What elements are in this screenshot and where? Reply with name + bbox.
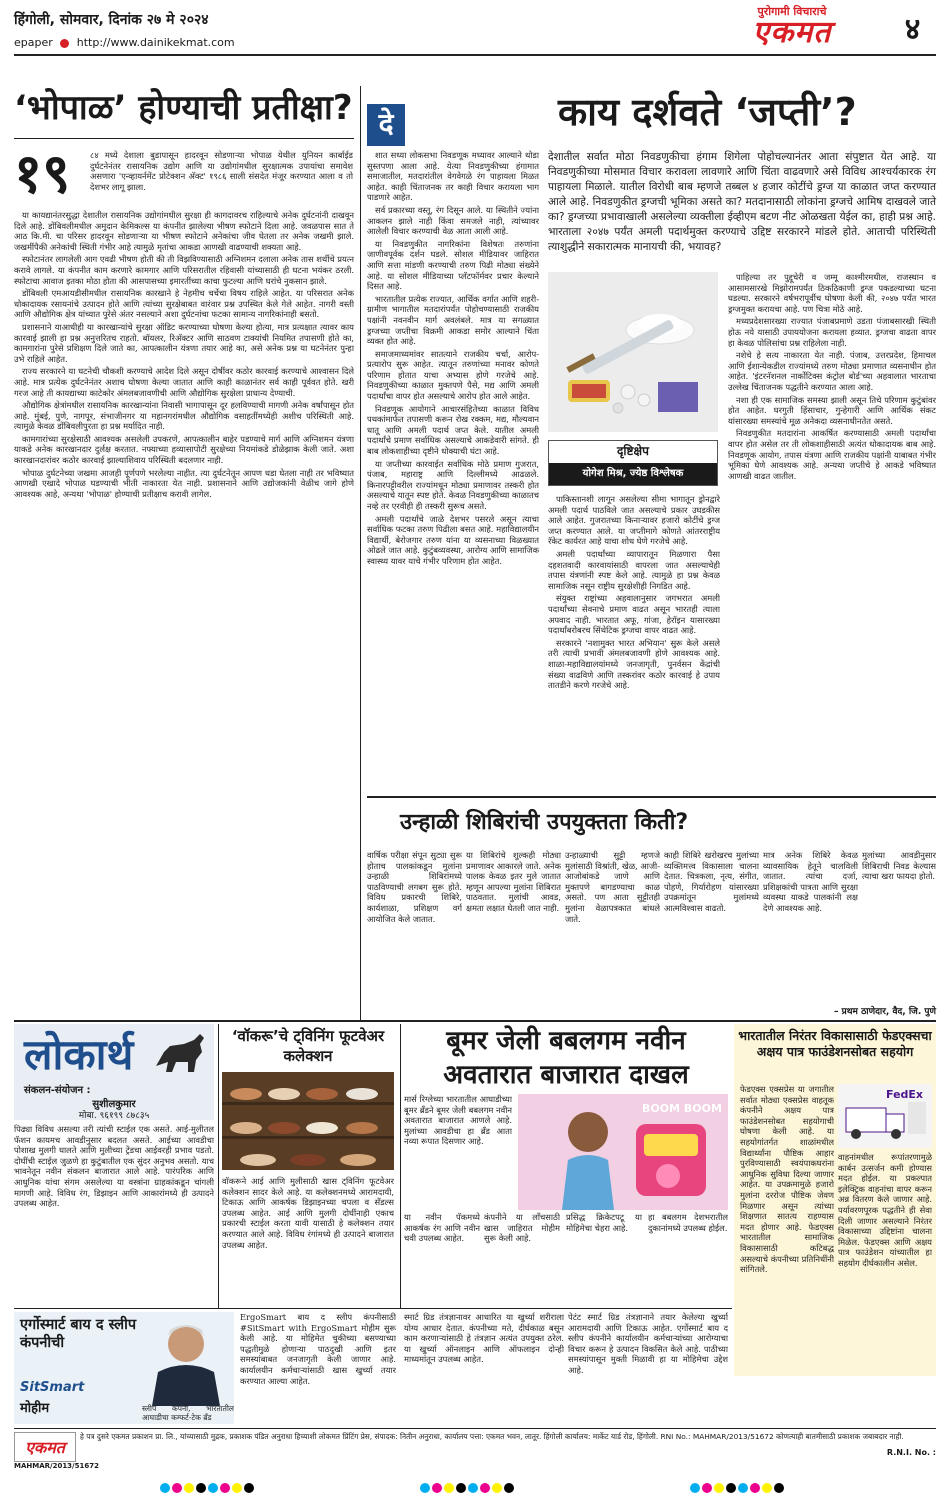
- ergosmart-column: ErgoSmart बाय द स्लीप कंपनीसाठी #SitSmart with ErgoSmart मोहीम सुरू केली आहे. या मोहिमेत चुकीच्या बसण्याच्या पद्धतीमुळे होणाऱ्या पाठदुखी आणि इतर समस्यांबाबत जनजागृती केली जाणार आहे. कार्यालयीन कर्मचाऱ्यांसाठी खास खुर्च्या तयार करण्यात आल्या आहेत.: [240, 1312, 396, 1386]
- article1-paragraph: औद्योगिक क्षेत्रांमधील रासायनिक कारखान्यांना निवासी भागापासून दूर हलविण्याची मागणी अनेक वर्षांपासून होत आहे. मुंबई, पुणे, नागपूर, संभाजीनगर या महानगरांमधील औद्योगिक वसाहतींमध्येही अशीच परिस्थिती आहे. त्यामुळे केवळ डोंबिवलीपुरता हा प्रश्न मर्यादित नाही.: [14, 400, 354, 432]
- article1-paragraph: या कायद्यानंतरसुद्धा देशातील रासायनिक उद्योगांमधील सुरक्षा ही कागदावरच राहिल्याचे अनेक दुर्घटनांनी दाखवून दिले आहे. डोंबिवलीमधील अमुदान केमिकल्स या कंपनीत झालेल्या भीषण स्फोटाने दिला आहे. जवळपास सात ते आठ कि.मी. चा परिसर हादरवून सोडणाऱ्या या भीषण स्फोटाने अनेकांचा जीव घेतला तर अनेक जखमी झाले. जखमींपैकी अनेकांची स्थिती गंभीर आहे त्यामुळे मृतांचा आकडा आणखी वाढण्याची शक्यता आहे.: [14, 210, 354, 252]
- article2-paragraph: नशेचे हे सत्य नाकारता येत नाही. पंजाब, उत्तरप्रदेश, हिमाचल आणि ईशान्येकडील राज्यांमध्ये तरुण मोठ्या प्रमाणात व्यसनाधीन होत आहेत. 'इंटरनॅशनल नार्कोटिक्स कंट्रोल बोर्ड'च्या अहवालात भारताचा उल्लेख चिंताजनक पद्धतीने करण्यात आला आहे.: [728, 350, 936, 392]
- rni-label: R.N.I. No. :: [886, 1448, 936, 1457]
- article1-headline: ‘भोपाळ’ होण्याची प्रतीक्षा?: [14, 88, 353, 128]
- article3-column: मात्र अनेक शिबिरे केवळ व्यावसायिक हेतूने चालविली जातात. त्यांचा दर्जा, प्रशिक्षकांची पात्रता आणि सुरक्षा व्यवस्था याकडे पालकांनी लक्ष देणे आवश्यक आहे.: [763, 850, 858, 913]
- article2-paragraph: निवडणूक आयोगाने आचारसंहितेच्या काळात विविध पथकांमार्फत तपासणी करून रोख रक्कम, मद्य, मौल्यवान धातू आणि अमली पदार्थ जप्त केले. यातील अमली पदार्थांचे प्रमाण सर्वाधिक असल्याचे आकडेवारी सांगते. ही बाब लोकशाहीच्या दृष्टीने धोक्याची घंटा आहे.: [367, 403, 539, 457]
- bull-icon: [150, 1026, 210, 1080]
- boomer-pack-label: BOOM BOOM: [642, 1102, 722, 1115]
- epaper-dot-icon: [60, 39, 69, 48]
- epaper-label: epaper: [14, 36, 53, 49]
- article1-body: [14, 210, 354, 1020]
- footer-imprint: हे पत्र दुसरे एकमत प्रकाशन प्रा. लि., यांच्यासाठी मुद्रक, प्रकाशक पंडित अनुराधा हिच्याशी लोकमत प्रिंटिंग प्रेस, संपादक: नितीन अनुराधा, कार्यालय पत्ता: एकमत भवन, लातूर. हिंगोली कार्यालय: मार्केट यार्ड रोड, हिंगोली. RNI No.: MAHMAR/2013/51672 कोणत्याही बातमीसाठी प्रकाशक जबाबदार नाही.: [80, 1432, 904, 1441]
- boomer-column: या नवीन पॅकमध्ये आकर्षक रंग आणि नवीन चवी उपलब्ध आहेत.: [404, 1212, 480, 1244]
- article1-paragraph: प्रशासनाने याआधीही या कारखान्यांचे सुरक्षा ऑडिट करण्याच्या घोषणा केल्या होत्या, मात्र प्रत्यक्षात त्यावर काय कारवाई झाली हा प्रश्न अनुत्तरितच राहतो. बॉयलर, रिअ‍ॅक्टर आणि साठवण टाक्यांची नियमित तपासणी होते का, कामगारांना पुरेसे प्रशिक्षण दिले जाते का, आपत्कालीन यंत्रणा तयार आहे का, असे अनेक प्रश्न या घटनेनंतर पुन्हा उभे राहिले आहेत.: [14, 321, 354, 364]
- person-photo: [140, 1314, 232, 1406]
- article2-column2: [548, 494, 720, 790]
- article2-paragraph: सर्व प्रकारच्या वस्तू, रंग दिसून आले. या स्थितीने ज्यांना आकलन झाले नाही किंवा समजले नाही, त्यांच्यावर आलेली विचार करण्याची वेळ आता आली आहे.: [367, 204, 539, 237]
- article2-paragraph: सरकारने 'नशामुक्त भारत अभियान' सुरू केले असले तरी त्याची प्रभावी अंमलबजावणी होणे आवश्यक आहे. शाळा-महाविद्यालयांमध्ये जनजागृती, पुनर्वसन केंद्रांची संख्या वाढविणे आणि तस्करांवर कठोर कारवाई हे उपाय तातडीने करणे गरजेचे आहे.: [548, 637, 720, 691]
- section-rule: [14, 1308, 732, 1309]
- lokarth-compiler-name: सुशीलकुमार: [92, 1099, 136, 1110]
- lokarth-title: लोकार्थ: [24, 1030, 134, 1079]
- article1-paragraph: डोंबिवली एमआयडीसीमधील रासायनिक कारखाने हे नेहमीच चर्चेचा विषय राहिले आहेत. या परिसरात अनेक धोकादायक रसायनांचे उत्पादन होते आणि त्यांच्या सुरक्षेबाबत वारंवार प्रश्न उपस्थित केले गेले आहेत. नागरी वस्ती आणि औद्योगिक क्षेत्र यांच्यात पुरेसे अंतर नसल्याने अशा दुर्घटनांचा फटका सामान्य नागरिकांनाही बसतो.: [14, 288, 354, 320]
- footwear-photo: [222, 1072, 394, 1170]
- boomer-column: प्रसिद्ध क्रिकेटपटू या मोहिमेचा चेहरा आहे.: [566, 1212, 642, 1233]
- footer-logo: एकमत: [14, 1432, 76, 1462]
- lokarth-compiler-label: संकलन-संयोजन :: [24, 1085, 91, 1096]
- brand-tagline: पुरोगामी विचाराचे: [757, 5, 827, 18]
- sitsmart-subtitle: मोहीम: [20, 1401, 50, 1416]
- ergosmart-headline: एर्गोस्मार्ट बाय द स्लीप कंपनीची: [20, 1317, 137, 1351]
- article3-credit: – प्रथम ठाणेदार, वैद, जि. पुणे: [834, 1007, 936, 1017]
- article1-paragraph: राज्य सरकारने या घटनेची चौकशी करण्याचे आदेश दिले असून दोषींवर कठोर कारवाई करण्याचे आश्वासन दिले आहे. मात्र प्रत्येक दुर्घटनेनंतर अशाच घोषणा केल्या जातात आणि काही काळानंतर सर्व काही पूर्ववत होते. खरी गरज आहे ती कायद्याच्या काटेकोर अंमलबजावणीची आणि औद्योगिक सुरक्षेला प्राधान्य देण्याची.: [14, 366, 354, 398]
- article3-column: काही शिबिरे खरोखरच मुलांच्या व्यक्तिमत्त्व विकासाला चालना देतात. चित्रकला, नृत्य, संगीत, पोहणे, गिर्यारोहण यांसारख्या उपक्रमांतून मुलांमध्ये आत्मविश्वास वाढतो.: [664, 850, 759, 913]
- boomer-column: कंपनीने या लाँचसाठी खास जाहिरात मोहीम सुरू केली आहे.: [484, 1212, 560, 1244]
- fedex-column: फेडएक्स एक्सप्रेस या जगातील सर्वात मोठ्या एक्सप्रेस वाहतूक कंपनीने अक्षय पात्र फाउंडेशनसोबत सहयोगाची घोषणा केली आहे. या सहयोगांतर्गत शाळांमधील विद्यार्थ्यांना पौष्टिक आहार पुरविण्यासाठी स्वयंपाकघरांना आधुनिक सुविधा दिल्या जाणार आहेत. या उपक्रमामुळे हजारो मुलांना दररोज पौष्टिक जेवण मिळणार असून त्यांच्या शिक्षणात सातत्य राहण्यास मदत होणार आहे. फेडएक्स भारतातील सामाजिक विकासासाठी कटिबद्ध असल्याचे कंपनीच्या प्रतिनिधींनी सांगितले.: [740, 1084, 834, 1275]
- article2-paragraph: समाजमाध्यमांवर सातत्याने राजकीय चर्चा, आरोप-प्रत्यारोप सुरू आहेत. त्यातून तरुणांच्या मनावर कोणते परिणाम होतात याचा अभ्यास होणे गरजेचे आहे. निवडणुकीच्या काळात मुक्तपणे पैसे, मद्य आणि अमली पदार्थांचा वापर होत असल्याचे आरोप होत आले आहेत.: [367, 348, 539, 402]
- article2-paragraph: संयुक्त राष्ट्रांच्या अहवालानुसार जगभरात अमली पदार्थांच्या सेवनाचे प्रमाण वाढत असून भारतही त्याला अपवाद नाही. भारतात अफू, गांजा, हेरॉइन यासारख्या पदार्थांबरोबरच सिंथेटिक ड्रग्जचा वापर वाढत आहे.: [548, 593, 720, 636]
- print-registration-marks: [160, 1478, 256, 1492]
- lokarth-text: पिढ्या विविध असल्या तरी त्यांची स्टाईल एक असते. आई-मुलीतल फॅशन कायमच आवडीनुसार बदलत असते. आईच्या आवडीचा पोशाख मुलगी घालते आणि मुलीच्या ट्रेंडचा आईवरही प्रभाव पडतो. दोघींची स्टाईल जुळणे हा कुटुंबातील एक सुंदर अनुभव असतो. याच भावनेतून नवीन संकलन बाजारात आले आहे. पारंपरिक आणि आधुनिक यांचा संगम असलेल्या या वस्त्रांना ग्राहकांकडून चांगली मागणी आहे. विविध रंग, डिझाइन आणि आकारांमध्ये ही उत्पादने उपलब्ध आहेत.: [14, 1124, 214, 1209]
- header-rule: [14, 54, 936, 56]
- article2-paragraph: नशा ही एक सामाजिक समस्या झाली असून तिचे परिणाम कुटुंबांवर होत आहेत. घरगुती हिंसाचार, गुन्हेगारी आणि आर्थिक संकट यांसारख्या समस्यांचे मूळ अनेकदा व्यसनाधीनतेत असते.: [728, 394, 936, 426]
- walkaroo-text: वॉकरूने आई आणि मुलीसाठी खास ट्विनिंग फूटवेअर कलेक्शन सादर केले आहे. या कलेक्शनमध्ये आरामदायी, टिकाऊ आणि आकर्षक डिझाइनच्या चपला व सँडल्स उपलब्ध आहेत. आई आणि मुलगी दोघींनाही एकाच प्रकारची स्टाईल करता यावी यासाठी हे कलेक्शन तयार करण्यात आले आहे. विविध रंगांमध्ये ही उत्पादने बाजारात उपलब्ध आहेत.: [222, 1176, 394, 1250]
- article1-paragraph: कामगारांच्या सुरक्षेसाठी आवश्यक असलेली उपकरणे, आपत्कालीन बाहेर पडण्याचे मार्ग आणि अग्निशमन यंत्रणा याकडे अनेक कारखानदार दुर्लक्ष करतात. नफ्याच्या हव्यासापोटी सुरक्षेच्या नियमांकडे डोळेझाक केली जाते. अशा कारखानदारांवर कठोर कारवाई झाल्याशिवाय परिस्थिती बदलणार नाही.: [14, 433, 354, 466]
- page-number: ४: [904, 12, 921, 47]
- article2-column3: [728, 272, 936, 790]
- article1-paragraph: भोपाळ दुर्घटनेच्या जखमा आजही पूर्णपणे भरलेल्या नाहीत. त्या दुर्घटनेतून आपण धडा घेतला नाही तर भविष्यात आणखी एखादे भोपाळ घडण्याची भीती नाकारता येत नाही. प्रशासनाने आणि उद्योजकांनी वेळीच जागे होणे आवश्यक आहे, अन्यथा 'भोपाळ' होण्याची प्रतीक्षाच करावी लागेल.: [14, 467, 354, 499]
- fedex-photo: [838, 1084, 932, 1148]
- article2-paragraph: या निवडणुकीत नागरिकांना विशेषतः तरुणांना जाणीवपूर्वक दर्शन घडले. सोशल मीडियावर जाहिरात आणि सत्ता मांडणी करण्याची तरुण पिढी मोठ्या संख्येने आहे. या सोशल मीडियाच्या प्लॅटफॉर्मवर प्रचार केल्याने दिसत आहे.: [367, 238, 539, 292]
- article3-column: मुलांच्या आवडीनुसार शिबिराची निवड केल्यास त्याचा खरा फायदा होतो.: [862, 850, 936, 882]
- lokarth-mobile: मोबा. ९६१९९ ८७८३५: [78, 1111, 150, 1121]
- boomer-column: मार्स रिग्लेच्या भारतातील आघाडीच्या बूमर ब्रँडने बूमर जेली बबलगम नवीन अवतारात बाजारात आणले आहे. मुलांच्या आवडीचा हा ब्रँड आता नव्या रूपात दिसणार आहे.: [404, 1094, 512, 1147]
- fedex-headline: भारतातील निरंतर विकासासाठी फेडएक्सचा अक्षय पात्र फाउंडेशनसोबत सहयोग: [738, 1028, 932, 1059]
- column-tag: दे: [367, 104, 405, 146]
- fedex-column: वाहनांमधील रूपांतरणामुळे कार्बन उत्सर्जन कमी होण्यास मदत होईल. या प्रकल्पात इलेक्ट्रिक वाहनांचा वापर करून अन्न वितरण केले जाणार आहे. पर्यावरणपूरक पद्धतीने ही सेवा दिली जाणार असल्याने निरंतर विकासाच्या उद्दिष्टांना चालना मिळेल. फेडएक्स आणि अक्षय पात्र फाउंडेशन यांच्यातील हा सहयोग दीर्घकालीन असेल.: [838, 1152, 932, 1268]
- article1-rule: [14, 138, 354, 139]
- syringe-powder-illustration: [548, 272, 718, 432]
- sitsmart-logo: SitSmart: [20, 1380, 85, 1395]
- article2-paragraph: अमली पदार्थांचे जाळे देशभर पसरले असून त्याचा सर्वाधिक फटका तरुण पिढीला बसत आहे. महाविद्यालयीन विद्यार्थी, बेरोजगार तरुण यांना या व्यसनाच्या विळख्यात ओढले जात आहे. कुटुंबव्यवस्था, आरोग्य आणि सामाजिक स्वास्थ्य यावर याचे गंभीर परिणाम होत आहेत.: [367, 513, 539, 566]
- article2-column1: [367, 150, 539, 790]
- print-registration-marks: [420, 1478, 516, 1492]
- website-link[interactable]: http://www.dainikekmat.com: [76, 36, 235, 49]
- article2-paragraph: अमली पदार्थांच्या व्यापारातून मिळणारा पैसा दहशतवादी कारवायांसाठी वापरला जात असल्याचेही तपास यंत्रणांनी स्पष्ट केले आहे. त्यामुळे हा प्रश्न केवळ सामाजिक नसून राष्ट्रीय सुरक्षेशीही निगडित आहे.: [548, 548, 720, 591]
- brand-logo: एकमत: [752, 15, 832, 50]
- dateline: हिंगोली, सोमवार, दिनांक २७ मे २०२४: [14, 12, 209, 28]
- boomer-ad-photo: [518, 1094, 728, 1210]
- article3-column: या शिबिरांचे शुल्कही मोठ्या प्रमाणावर आकारले जाते. अनेक पालक केवळ इतर मुले जातात म्हणून आपल्या मुलांना शिबिरात पाठवतात. मुलांची आवड, क्षमता लक्षात घेतली जात नाही.: [466, 850, 561, 913]
- fedex-logo: FedEx: [886, 1088, 924, 1101]
- print-registration-marks: [690, 1478, 786, 1492]
- article2-intro: देशातील सर्वात मोठा निवडणुकीचा हंगाम शिगेला पोहोचल्यानंतर आता संपुष्टात येत आहे. या निवडणुकीच्या मोसमात विचार करावला लावणारे आणि चिंता वाढवणारे असे विविध आश्चर्यकारक रंग पाहायला मिळाले. यातील विरोधी बाब म्हणजे तब्बल ४ हजार कोटींचे ड्रग्ज या काळात जप्त करण्यात आले आहे. निवडणुकीत ड्रग्जची भूमिका असते का? मतदानासाठी लोकांना ड्रग्जचे आमिष दाखवले जाते का? ड्रग्जच्या प्रभावाखाली असलेल्या व्यक्तीला ईव्हीएम बटण नीट ओळखता येईल का, हाही प्रश्न आहे. भारताला २०४७ पर्यंत अमली पदार्थमुक्त करण्याचे उद्दिष्ट सरकारने मांडले होते. आताची परिस्थिती त्याशुद्धीने सकारात्मक मानायची की, भयावह?: [548, 151, 936, 253]
- column-divider: [218, 1024, 219, 1308]
- byline-name: योगेश मिश्र, ज्येष्ठ विश्लेषक: [549, 463, 717, 485]
- drugs-photo: [548, 272, 718, 432]
- article2-paragraph: शात सध्या लोकसभा निवडणूक मध्यावर आल्याने थोडा सुस्तपणा आला आहे. येत्या निवडणुकीच्या हंगामात समाजातील, मतदारांतील वेगवेगळे रंग पाहायला मिळत आहेत. काही चिंताजनक तर काही विचार करायला भाग पाडणारे आहेत.: [367, 150, 539, 203]
- ergosmart-column: स्मार्ट ग्रिड तंत्रज्ञानावर आधारित या खुर्च्या शरीराला योग्य आधार देतात. कंपनीच्या मते, दीर्घकाळ बसून काम करणाऱ्यांसाठी हे तंत्रज्ञान अत्यंत उपयुक्त ठरेल. या खुर्च्या ऑनलाइन आणि ऑफलाइन दोन्ही माध्यमांतून उपलब्ध आहेत.: [404, 1312, 564, 1365]
- article2-paragraph: निवडणुकीत मतदारांना आकर्षित करण्यासाठी अमली पदार्थांचा वापर होत असेल तर ती लोकशाहीसाठी अत्यंत धोकादायक बाब आहे. निवडणूक आयोग, तपास यंत्रणा आणि राजकीय पक्षांनी याबाबत गंभीर भूमिका घेणे आवश्यक आहे. अन्यथा जप्तीचे हे आकडे भविष्यात आणखी वाढत जातील.: [728, 428, 936, 481]
- column-divider: [400, 1024, 401, 1308]
- footer-rule: [14, 1428, 936, 1429]
- website-bar: [14, 36, 235, 49]
- registration-number: MAHMAR/2013/51672: [14, 1462, 99, 1470]
- walkaroo-headline: ‘वॉकरू’चे ट्विनिंग फूटवेअर कलेक्शन: [231, 1027, 385, 1065]
- article1-lead: ८४ मध्ये देशाला बुडापासून हादरवून सोडणाऱ्या भोपाळ येथील युनियन कार्बाईड दुर्घटनेनंतर रासायनिक उद्योग आणि या उद्योगांमधील सुरक्षात्मक उपायांचा समावेश असणारा 'एन्व्हायर्नमेंट प्रोटेक्शन अ‍ॅक्ट' १९८६ साली संसदेत मंजूर करण्यात आला व तो देशभर लागू झाला.: [90, 150, 353, 192]
- article3-column: उन्हाळ्याची सुट्टी म्हणजे मुलांसाठी विश्रांती, खेळ, आजी-आजोबांकडे जाणे आणि मुक्तपणे बागडण्याचा काळ असतो. पण आता सुट्टीतही मुलांना वेळापत्रकात बांधले जाते.: [565, 850, 660, 924]
- article2-paragraph: पाकिस्तानशी लागून असलेल्या सीमा भागातून ड्रोनद्वारे अमली पदार्थ पाठविले जात असल्याचे प्रकार उघडकीस आले आहेत. गुजरातच्या किनाऱ्यावर हजारो कोटींचे ड्रग्ज जप्त करण्यात आले. या जप्तीमागे कोणते आंतरराष्ट्रीय रॅकेट कार्यरत आहे याचा शोध घेणे गरजेचे आहे.: [548, 494, 720, 547]
- boomer-column: हा बबलगम देशभरातील दुकानांमध्ये उपलब्ध होईल.: [648, 1212, 728, 1233]
- article3-headline: उन्हाळी शिबिरांची उपयुक्तता किती?: [400, 810, 689, 835]
- article3-column: वार्षिक परीक्षा संपून सुट्या सुरू होताच पालकांकडून मुलांना उन्हाळी शिबिरांमध्ये पाठविण्याची लगबग सुरू होते. विविध प्रकारची शिबिरे, कार्यशाळा, प्रशिक्षण वर्ग आयोजित केले जातात.: [367, 850, 462, 924]
- article1-paragraph: स्फोटानंतर लागलेली आग एवढी भीषण होती की ती विझविण्यासाठी अग्निशमन दलाला अनेक तास शर्थीचे प्रयत्न करावे लागले. या कंपनीत काम करणारे कामगार आणि परिसरातील रहिवासी यांच्यासाठी ही घटना भयंकर ठरली. स्फोटाचा आवाज इतका मोठा होता की आसपासच्या इमारतींच्या काचा फुटल्या आणि घरांचे नुकसान झाले.: [14, 254, 354, 286]
- boomer-headline: बूमर जेली बबलगम नवीन अवतारात बाजारात दाखल: [443, 1026, 689, 1090]
- ergosmart-caption: स्लीप कंपनी, भारतातील आघाडीचा कम्फर्ट-टेक ब्रँड: [142, 1404, 234, 1422]
- article2-paragraph: भारतातील प्रत्येक राज्यात, आर्थिक वर्गात आणि शहरी-ग्रामीण भागातील मतदारांपर्यंत पोहोचण्यासाठी राजकीय पक्षांनी नवनवीन मार्ग अवलंबले. मात्र या सगळ्यात ड्रग्जच्या जप्तीचा विक्रमी आकडा समोर आल्याने चिंता व्यक्त होत आहे.: [367, 293, 539, 347]
- article2-headline: काय दर्शवते ‘जप्ती’?: [558, 90, 857, 134]
- article2-paragraph: मध्यप्रदेशसारख्या राज्यात पंजाबप्रमाणे उडता पंजाबसारखी स्थिती होऊ नये यासाठी उपाययोजना करायला हव्यात. ड्रग्जचा वाढता वापर हा केवळ पोलिसांचा प्रश्न राहिलेला नाही.: [728, 316, 936, 348]
- ergosmart-column: पेटंट स्मार्ट ग्रिड तंत्रज्ञानाने तयार केलेल्या खुर्च्या आरामदायी आणि टिकाऊ आहेत. एर्गोस्मार्ट बाय द स्लीप कंपनीने कार्यालयीन कर्मचाऱ्यांच्या आरोग्याचा विचार करून हे उत्पादन विकसित केले आहे. पाठीच्या समस्यांपासून मुक्ती मिळावी हा या मोहिमेचा उद्देश आहे.: [568, 1312, 728, 1375]
- article2-paragraph: पाहिल्या तर पुद्दूचेरी व जम्मू काश्मीरमधील, राजस्थान व आसामसारखे मिझोरामपर्यंत ठिकठिकाणी ड्रग्ज पकडल्याच्या घटना घडल्या. सरकारने वर्षभरापूर्वीच घोषणा केली की, २०४७ पर्यंत भारत ड्रग्जमुक्त करायचा आहे. पण चित्रा मोठे आहे.: [728, 272, 936, 314]
- byline-box: [548, 440, 718, 486]
- section-rule: [14, 1020, 936, 1022]
- section-rule: [367, 796, 936, 798]
- article2-paragraph: या जप्तीच्या कारवाईत सर्वाधिक मोठे प्रमाण गुजरात, पंजाब, महाराष्ट्र आणि दिल्लीमध्ये आढळले. किनारपट्टीवरील राज्यांमधून मोठ्या प्रमाणावर तस्करी होत असल्याचे यातून स्पष्ट होते. केवळ निवडणुकीच्या काळातच नव्हे तर एरवीही ही तस्करी सुरूच असते.: [367, 458, 539, 511]
- column-divider: [360, 86, 361, 1020]
- article1-dropcap: १९: [14, 142, 71, 205]
- byline-kicker: दृष्टिक्षेप: [617, 444, 649, 458]
